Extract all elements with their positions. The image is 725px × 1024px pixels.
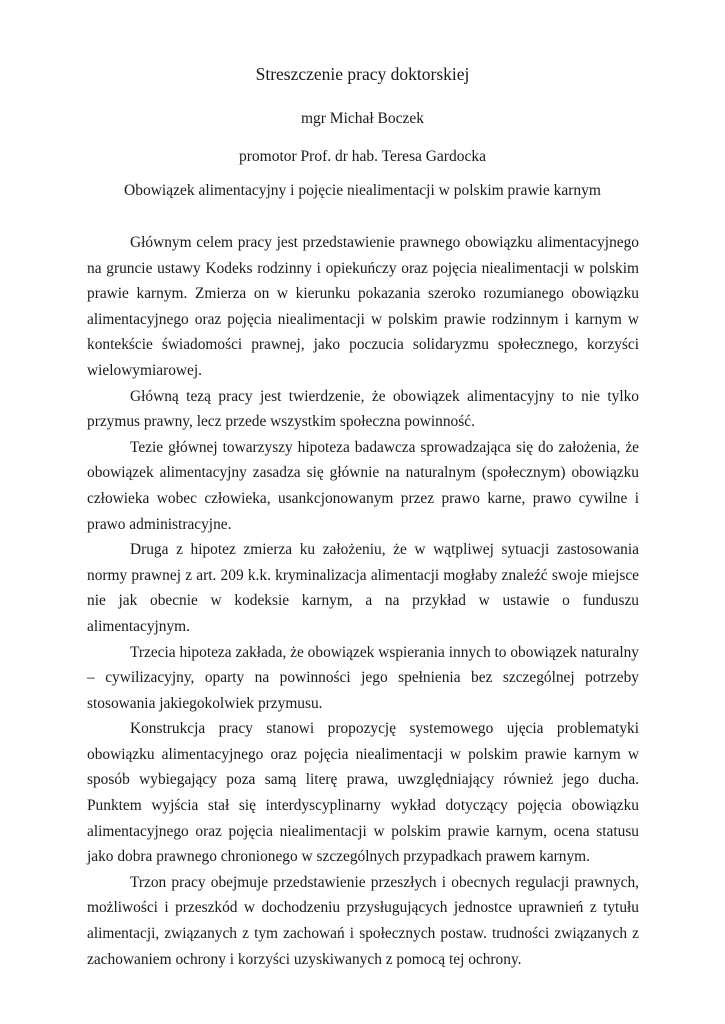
promoter-line: promotor Prof. dr hab. Teresa Gardocka [239,148,486,165]
paragraph: Głównym celem pracy jest przedstawienie prawnego obowiązku alimentacyjnego na gruncie ustawy Kodeks rodzinny i opiekuńczy oraz pojęcia niealimentacji w polskim prawie karnym. Zmierza on w kierunku pokazania szeroko rozumianego obowiązku alimentacyjnego oraz pojęcia niealimentacji w polskim prawie rodzinnym i karnym w kontekście świadomości prawnej, jako poczucia solidaryzmu społecznego, korzyści wielowymiarowej. [87,234,639,379]
paragraph: Trzecia hipoteza zakłada, że obowiązek wspierania innych to obowiązek naturalny – cywilizacyjny, oparty na powinności jego spełnienia bez szczególnej potrzeby stosowania jakiegokolwiek przymusu. [87,643,639,712]
paragraph: Główną tezą pracy jest twierdzenie, że obowiązek alimentacyjny to nie tylko przymus prawny, lecz przede wszystkim społeczna powinność. [87,387,639,431]
paragraph: Druga z hipotez zmierza ku założeniu, że w wątpliwej sytuacji zastosowania normy prawnej z art. 209 k.k. kryminalizacja alimentacji mogłaby znaleźć swoje miejsce nie jak obecnie w kodeksie karnym, a na przykład w ustawie o funduszu alimentacyjnym. [87,541,639,635]
paragraph: Konstrukcja pracy stanowi propozycję systemowego ujęcia problematyki obowiązku alimentacyjnego oraz pojęcia niealimentacji w polskim prawie karnym w sposób wybiegający poza samą literę prawa, uwzględniający również jego ducha. Punktem wyjścia stał się interdyscyplinarny wykład dotyczący pojęcia obowiązku alimentacyjnego oraz pojęcia niealimentacji w polskim prawie karnym, ocena statusu jako dobra prawnego chronionego w szczególnych przypadkach prawem karnym. [87,720,639,866]
thesis-topic: Obowiązek alimentacyjny i pojęcie niealimentacji w polskim prawie karnym [124,182,601,199]
author-line: mgr Michał Boczek [300,110,425,127]
document-body [87,230,639,972]
paragraph: Tezie głównej towarzyszy hipoteza badawcza sprowadzająca się do założenia, że obowiązek alimentacyjny zasadza się głównie na naturalnym (społecznym) obowiązku człowieka wobec człowieka, usankcjonowanym przez prawo karne, prawo cywilne i prawo administracyjne. [87,438,639,533]
document-title: Streszczenie pracy doktorskiej [255,64,470,84]
paragraph: Trzon pracy obejmuje przedstawienie przeszłych i obecnych regulacji prawnych, możliwości i przeszkód w dochodzeniu przysługujących jednostce uprawnień z tytułu alimentacji, związanych z tym zachowań i społecznych postaw. trudności związanych z zachowaniem ochrony i korzyści uzyskiwanych z pomocą tej ochrony. [87,873,639,968]
